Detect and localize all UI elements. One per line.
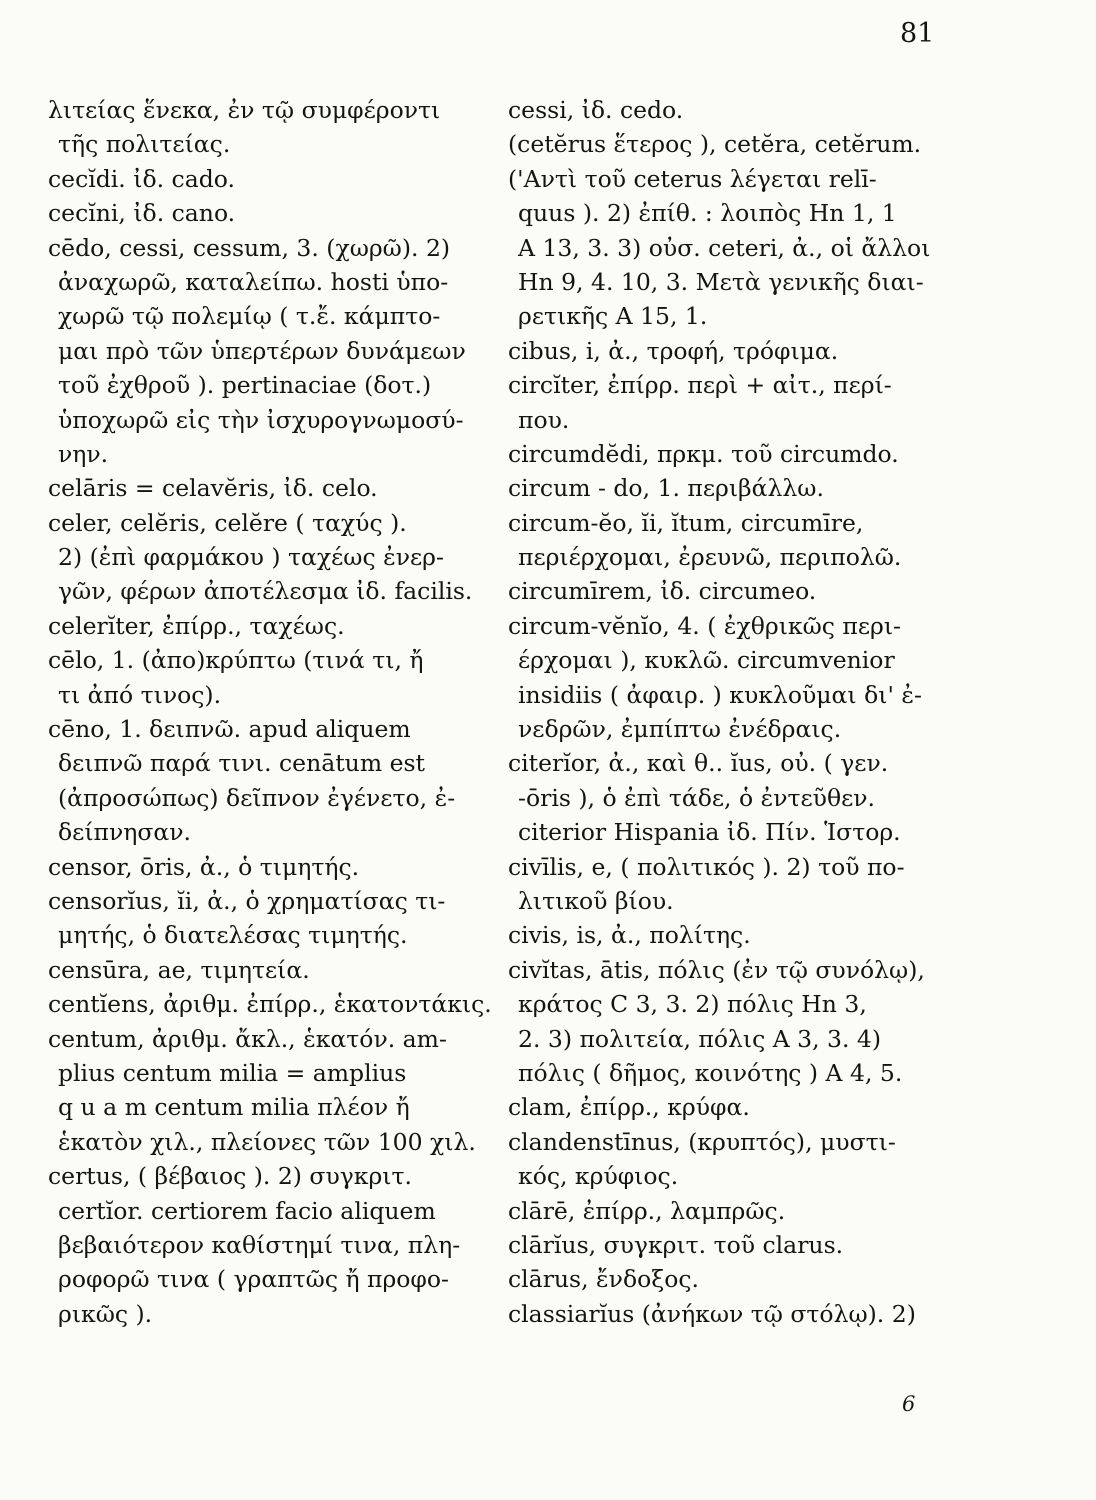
entry-line: clandenstīnus, (κρυπτός), μυστι- (508, 1127, 896, 1156)
entry-line: certus, ( βέβαιος ). 2) συγκριτ. (48, 1162, 412, 1191)
entry-line: τι ἀπό τινος). (58, 680, 222, 709)
entry-line: έρχομαι ), κυκλῶ. circumvenior (518, 646, 895, 675)
entry-line: ὑποχωρῶ εἰς τὴν ἰσχυρογνωμοσύ- (58, 405, 464, 434)
entry-line: cibus, i, ἀ., τροφή, τρόφιμα. (508, 336, 839, 365)
entry-line: circum - do, 1. περιβάλλω. (508, 474, 824, 503)
entry-line: τοῦ ἐχθροῦ ). pertinaciae (δοτ.) (58, 371, 432, 400)
entry-line: ροφορῶ τινα ( γραπτῶς ἤ προφο- (58, 1265, 449, 1294)
right-column (508, 93, 968, 1331)
entry-line: certĭor. certiorem facio aliquem (58, 1196, 436, 1225)
entry-line: cēno, 1. δειπνῶ. apud aliquem (48, 715, 411, 744)
entry-line: cēdo, cessi, cessum, 3. (χωρῶ). 2) (48, 233, 451, 262)
entry-line: censūra, ae, τιμητεία. (48, 955, 310, 984)
entry-line: plius centum milia = amplius (58, 1058, 407, 1087)
entry-line: ἑκατὸν χιλ., πλείονες τῶν 100 χιλ. (58, 1127, 476, 1156)
entry-line: cecĭdi. ἰδ. cado. (48, 164, 235, 193)
entry-line: ἀναχωρῶ, καταλείπω. hosti ὑπο- (58, 267, 449, 296)
entry-line: μητής, ὁ διατελέσας τιμητής. (58, 921, 408, 950)
entry-line: quus ). 2) ἐπίθ. : λοιπὸς Hn 1, 1 (518, 199, 897, 228)
entry-line: μαι πρὸ τῶν ὑπερτέρων δυνάμεων (58, 336, 466, 365)
entry-line: circum-ĕo, ĭi, ĭtum, circumīre, (508, 508, 864, 537)
entry-line: (ἀπροσώπως) δεῖπνον ἐγένετο, ἐ- (58, 783, 456, 812)
entry-line: clam, ἐπίρρ., κρύφα. (508, 1093, 750, 1122)
entry-line: κός, κρύφιος. (518, 1162, 679, 1191)
entry-line: ρετικῆς A 15, 1. (518, 302, 708, 331)
entry-line: celāris = celavĕris, ἰδ. celo. (48, 474, 378, 503)
entry-line: citerior Hispania ἰδ. Πίν. Ἱστορ. (518, 818, 901, 847)
entry-line: cecĭni, ἰδ. cano. (48, 199, 236, 228)
entry-line: circĭter, ἐπίρρ. περὶ + αἰτ., περί- (508, 371, 892, 400)
entry-line: γῶν, φέρων ἀποτέλεσμα ἰδ. facilis. (58, 577, 473, 606)
entry-line: (cetĕrus ἕτερος ), cetĕra, cetĕrum. (508, 130, 922, 159)
entry-line: cessi, ἰδ. cedo. (508, 96, 684, 124)
entry-line: -ōris ), ὁ ἐπὶ τάδε, ὁ ἐντεῦθεν. (518, 783, 876, 812)
entry-line: χωρῶ τῷ πολεμίῳ ( τ.ἔ. κάμπτο- (58, 302, 441, 331)
entry-line: circum-vĕnĭo, 4. ( ἐχθρικῶς περι- (508, 611, 901, 640)
entry-line: citerĭor, ἀ., καὶ θ.. ĭus, οὐ. ( γεν. (508, 749, 889, 778)
left-column (48, 93, 498, 1331)
entry-line: Hn 9, 4. 10, 3. Μετὰ γενικῆς διαι- (518, 267, 924, 296)
entry-line: πόλις ( δῆμος, κοινότης ) A 4, 5. (518, 1058, 903, 1087)
entry-line: clārĭus, συγκριτ. τοῦ clarus. (508, 1230, 844, 1259)
entry-line: civis, is, ἀ., πολίτης. (508, 921, 751, 950)
entry-line: βεβαιότερον καθίστημί τινα, πλη- (58, 1230, 461, 1259)
entry-line: δείπνησαν. (58, 818, 192, 847)
entry-line: classiarĭus (ἀνήκων τῷ στόλῳ). 2) (508, 1299, 916, 1328)
entry-line: celer, celĕris, celĕre ( ταχύς ). (48, 508, 407, 537)
entry-line: civĭtas, ātis, πόλις (ἐν τῷ συνόλῳ), (508, 955, 925, 984)
entry-line: ρικῶς ). (58, 1299, 153, 1328)
signature-mark: 6 (902, 1392, 916, 1416)
entry-line: λιτείας ἕνεκα, ἐν τῷ συμφέροντι (48, 96, 441, 124)
entry-line: civīlis, e, ( πολιτικός ). 2) τοῦ πο- (508, 852, 905, 881)
entry-line: που. (518, 405, 570, 434)
entry-line: κράτος C 3, 3. 2) πόλις Hn 3, (518, 990, 867, 1019)
entry-line: cēlo, 1. (ἀπο)κρύπτω (τινά τι, ἤ (48, 646, 424, 675)
entry-line: 2) (ἐπὶ φαρμάκου ) ταχέως ἐνερ- (58, 543, 444, 572)
entry-line: censorĭus, ĭi, ἀ., ὁ χρηματίσας τι- (48, 886, 446, 915)
entry-line: λιτικοῦ βίου. (518, 886, 674, 915)
entry-line: νεδρῶν, ἐμπίπτω ἐνέδραις. (518, 715, 842, 744)
entry-line: περιέρχομαι, ἐρευνῶ, περιπολῶ. (518, 543, 902, 572)
entry-line: δειπνῶ παρά τινι. cenātum est (58, 749, 425, 778)
entry-line: celerĭter, ἐπίρρ., ταχέως. (48, 611, 345, 640)
entry-line: τῆς πολιτείας. (58, 130, 231, 159)
page-number: 81 (900, 18, 935, 49)
entry-line: clārus, ἔνδοξος. (508, 1265, 699, 1294)
entry-line: clārē, ἐπίρρ., λαμπρῶς. (508, 1196, 786, 1225)
entry-line: 2. 3) πολιτεία, πόλις A 3, 3. 4) (518, 1024, 882, 1053)
entry-line: q u a m centum milia πλέον ἤ (58, 1093, 410, 1122)
entry-line: circumīrem, ἰδ. circumeo. (508, 577, 817, 606)
entry-line: centĭens, ἀριθμ. ἐπίρρ., ἑκατοντάκις. (48, 990, 492, 1019)
entry-line: νην. (58, 439, 109, 468)
entry-line: insidiis ( ἀφαιρ. ) κυκλοῦμαι δι' ἐ- (518, 680, 922, 709)
entry-line: ('Αντὶ τοῦ ceterus λέγεται relī- (508, 164, 877, 193)
entry-line: circumdĕdi, πρκμ. τοῦ circumdo. (508, 439, 899, 468)
entry-line: censor, ōris, ἀ., ὁ τιμητής. (48, 852, 360, 881)
entry-line: A 13, 3. 3) οὐσ. ceteri, ἀ., οἱ ἄλλοι (518, 233, 931, 262)
entry-line: centum, ἀριθμ. ἄκλ., ἑκατόν. am- (48, 1024, 447, 1053)
